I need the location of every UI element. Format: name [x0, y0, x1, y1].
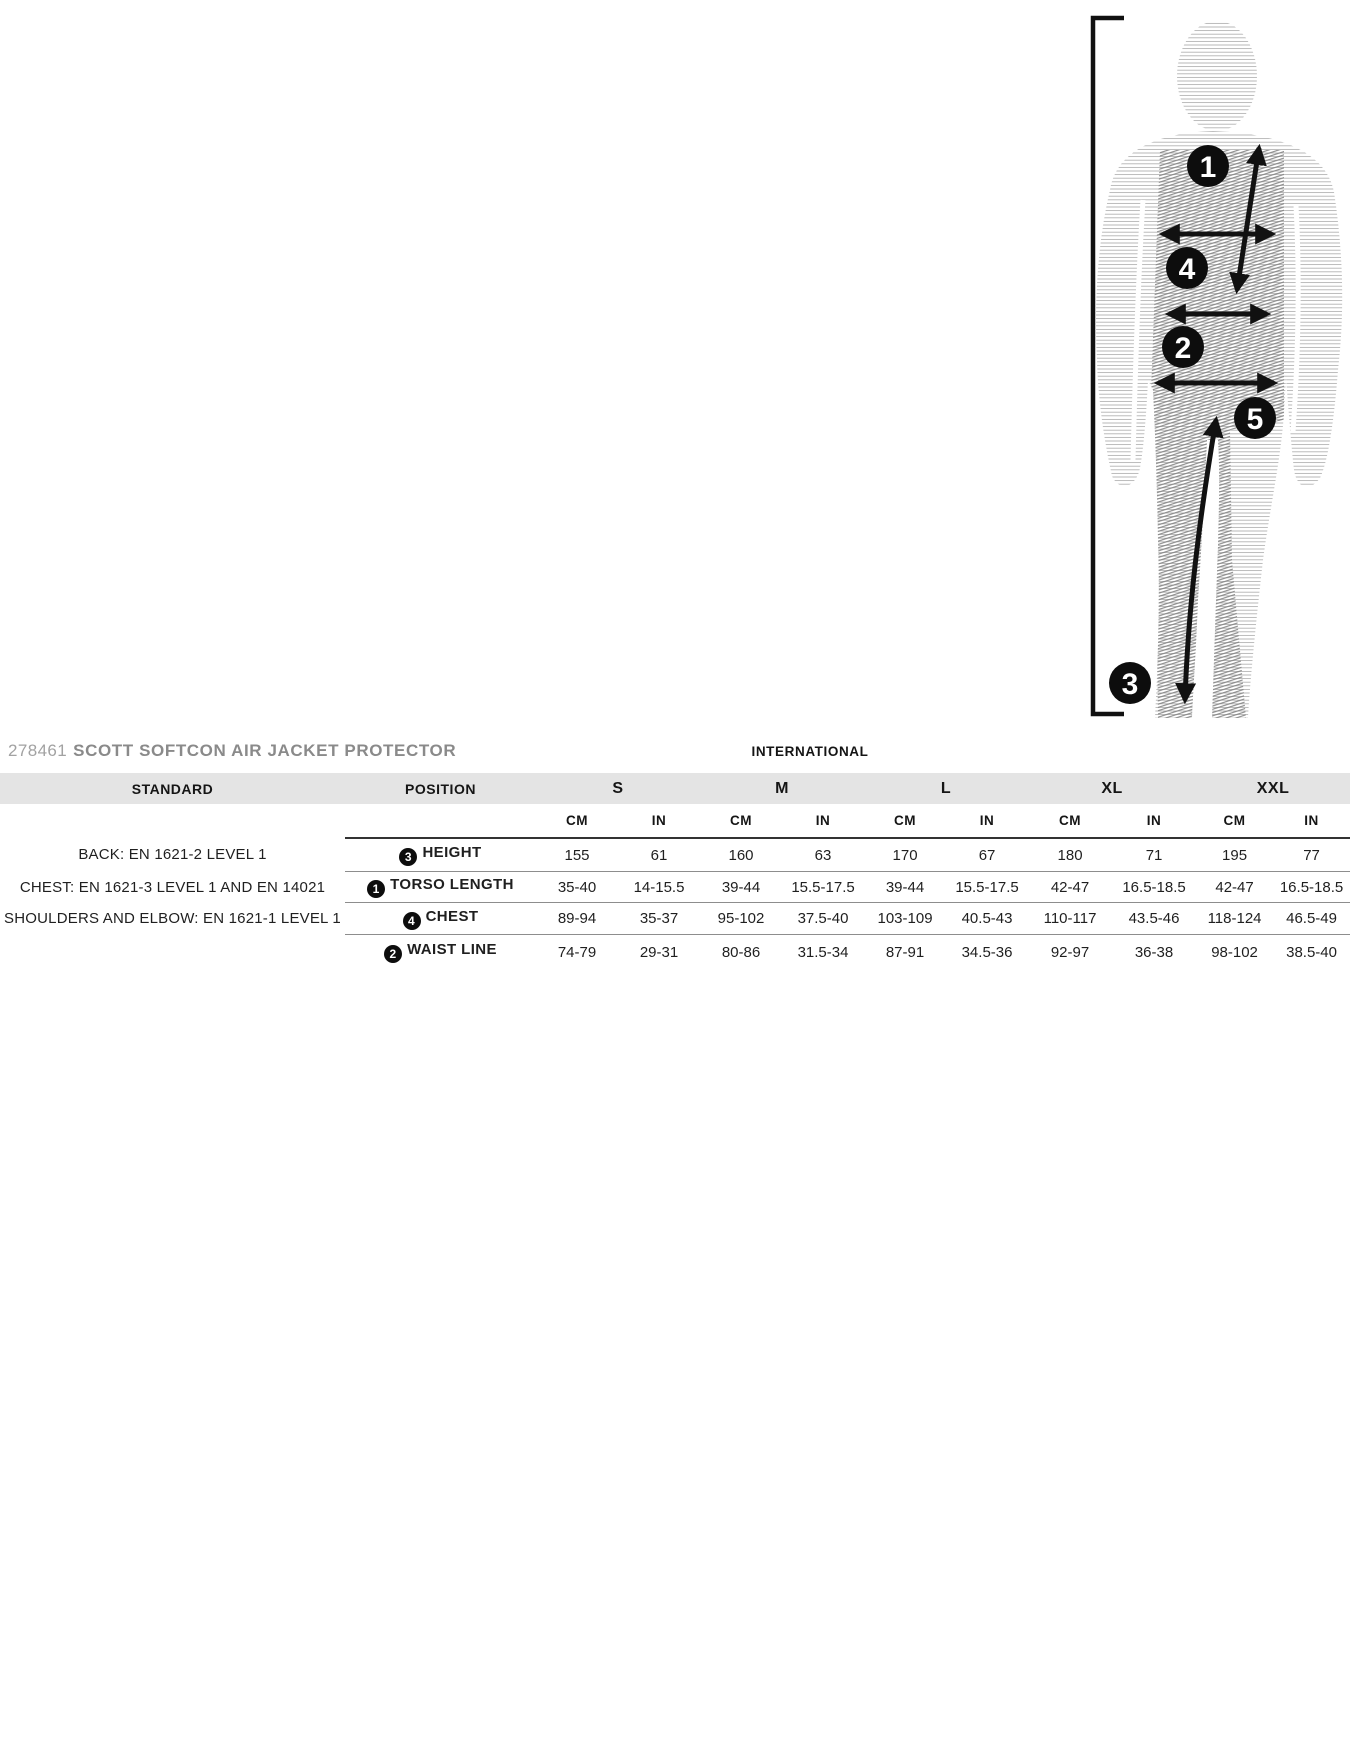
unit-label-cm: CM: [894, 813, 917, 828]
unit-label-in: IN: [651, 813, 667, 828]
value-cell: 71: [1112, 838, 1196, 872]
marker-badge: 2: [384, 945, 402, 963]
table-header-row: [0, 773, 1350, 804]
position-waist-line: [345, 935, 536, 970]
unit-label-cm: CM: [1223, 813, 1246, 828]
marker-badge: 3: [399, 848, 417, 866]
value-cell: 110-117: [1028, 903, 1112, 935]
value-cell: 37.5-40: [782, 903, 864, 935]
table-row-waist-line: [0, 935, 1350, 970]
value-cell: 103-109: [864, 903, 946, 935]
value-cell: 160: [700, 838, 782, 872]
product-name: SCOTT SOFTCON AIR JACKET PROTECTOR: [73, 741, 457, 760]
position-chest: [345, 903, 536, 935]
size-table: [0, 773, 1350, 969]
standard-back: BACK: EN 1621-2 LEVEL 1: [78, 846, 267, 864]
value-cell: 35-40: [536, 872, 618, 903]
figure-marker-5-number: 5: [1246, 402, 1264, 436]
body-silhouette: [1096, 21, 1342, 718]
value-cell: 15.5-17.5: [782, 872, 864, 903]
value-cell: 89-94: [536, 903, 618, 935]
figure-marker-1: [1187, 145, 1229, 187]
value-cell: 15.5-17.5: [946, 872, 1028, 903]
value-cell: 14-15.5: [618, 872, 700, 903]
marker-badge: 1: [367, 880, 385, 898]
value-cell: 87-91: [864, 935, 946, 970]
position-label: CHEST: [425, 907, 479, 925]
value-cell: 38.5-40: [1273, 935, 1350, 970]
value-cell: 36-38: [1112, 935, 1196, 970]
product-code: 278461: [8, 741, 68, 760]
value-cell: 92-97: [1028, 935, 1112, 970]
position-label: WAIST LINE: [407, 941, 497, 958]
value-cell: 195: [1196, 838, 1273, 872]
size-header-xxl: XXL: [1196, 773, 1350, 804]
value-cell: 16.5-18.5: [1273, 872, 1350, 903]
unit-label-in: IN: [1304, 813, 1319, 828]
size-measurement-figure: [1080, 0, 1350, 740]
value-cell: 118-124: [1196, 903, 1273, 935]
unit-label-cm: CM: [730, 813, 753, 828]
marker-badge: 4: [403, 912, 421, 930]
position-torso-length: [345, 872, 536, 903]
size-header-l: L: [864, 773, 1028, 804]
value-cell: 180: [1028, 838, 1112, 872]
table-row-height: [0, 838, 1350, 872]
value-cell: 42-47: [1196, 872, 1273, 903]
value-cell: 16.5-18.5: [1112, 872, 1196, 903]
value-cell: 29-31: [618, 935, 700, 970]
value-cell: 170: [864, 838, 946, 872]
unit-label-cm: CM: [566, 813, 588, 828]
position-height: [345, 838, 536, 872]
figure-marker-5: [1234, 397, 1276, 439]
value-cell: 35-37: [618, 903, 700, 935]
unit-label-in: IN: [979, 813, 995, 828]
unit-label-cm: CM: [1059, 813, 1082, 828]
unit-label-in: IN: [1146, 813, 1162, 828]
standard-header: STANDARD: [0, 773, 345, 804]
value-cell: 31.5-34: [782, 935, 864, 970]
value-cell: 39-44: [700, 872, 782, 903]
value-cell: 39-44: [864, 872, 946, 903]
value-cell: 98-102: [1196, 935, 1273, 970]
unit-header-row: [0, 804, 1350, 838]
figure-marker-2: [1162, 326, 1204, 368]
value-cell: 67: [946, 838, 1028, 872]
size-header-s: S: [536, 773, 700, 804]
standard-empty: [0, 935, 345, 970]
value-cell: 43.5-46: [1112, 903, 1196, 935]
region-label: INTERNATIONAL: [751, 744, 869, 759]
figure-marker-3-number: 3: [1121, 667, 1139, 701]
position-header: POSITION: [345, 773, 536, 804]
value-cell: 80-86: [700, 935, 782, 970]
position-label: HEIGHT: [422, 844, 482, 861]
value-cell: 77: [1273, 838, 1350, 872]
figure-marker-1-number: 1: [1199, 150, 1217, 184]
value-cell: 74-79: [536, 935, 618, 970]
figure-marker-2-number: 2: [1174, 331, 1192, 365]
value-cell: 95-102: [700, 903, 782, 935]
standard-shoulders-elbow: SHOULDERS AND ELBOW: EN 1621-1 LEVEL 1: [4, 910, 341, 927]
figure-marker-4-number: 4: [1178, 252, 1196, 286]
value-cell: 155: [536, 838, 618, 872]
value-cell: 46.5-49: [1273, 903, 1350, 935]
standard-chest: CHEST: EN 1621-3 LEVEL 1 AND EN 14021: [19, 878, 326, 896]
figure-marker-4: [1166, 247, 1208, 289]
table-row-chest: [0, 903, 1350, 935]
size-header-xl: XL: [1028, 773, 1196, 804]
unit-label-in: IN: [815, 813, 831, 828]
value-cell: 61: [618, 838, 700, 872]
position-label: TORSO LENGTH: [390, 876, 514, 893]
product-title: [8, 741, 456, 761]
value-cell: 63: [782, 838, 864, 872]
size-header-m: M: [700, 773, 864, 804]
value-cell: 40.5-43: [946, 903, 1028, 935]
figure-marker-3: [1109, 662, 1151, 704]
value-cell: 34.5-36: [946, 935, 1028, 970]
table-row-torso-length: [0, 872, 1350, 903]
value-cell: 42-47: [1028, 872, 1112, 903]
